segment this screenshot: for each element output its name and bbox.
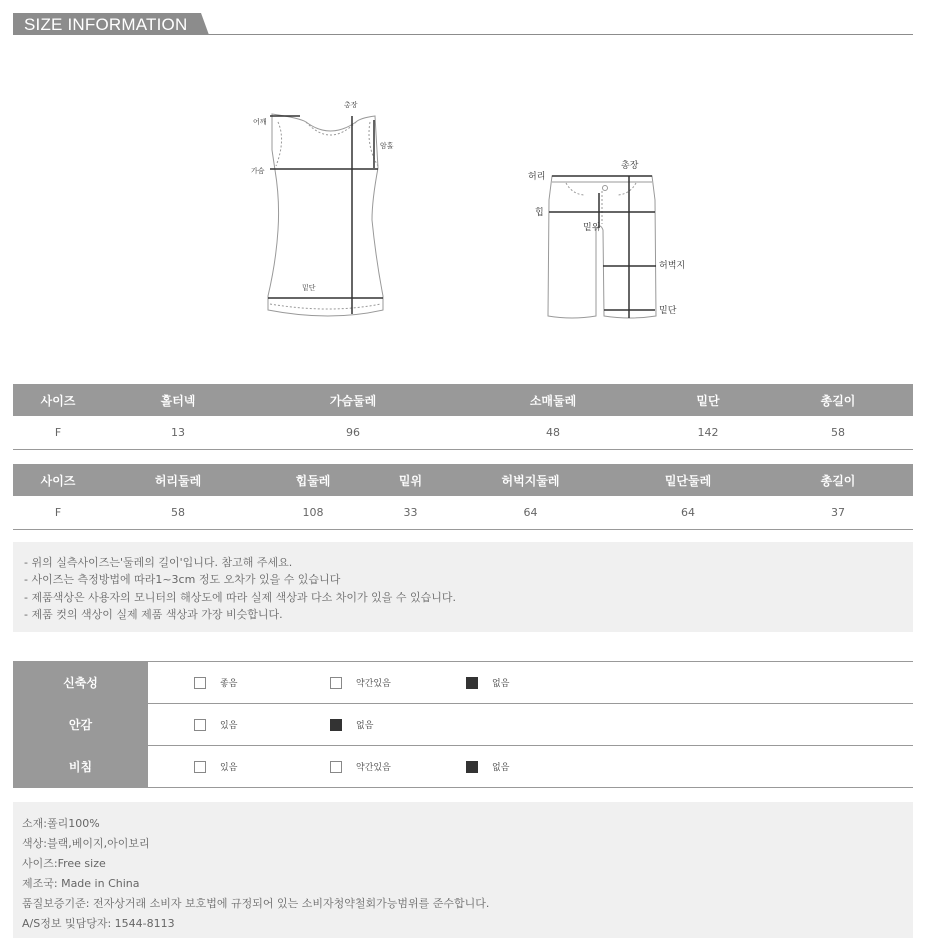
column-header: 가슴둘레 — [253, 384, 453, 416]
bottom-label-rise: 밑위 — [583, 223, 601, 233]
column-header: 소매둘레 — [453, 384, 653, 416]
option-label: 없음 — [356, 721, 374, 731]
attribute-row-sheer — [13, 746, 913, 788]
checkbox-empty — [330, 761, 342, 773]
table-cell: 33 — [373, 496, 448, 529]
table-cell: 142 — [653, 416, 763, 449]
top-hem-stitch — [270, 304, 381, 309]
table-cell: F — [13, 416, 103, 449]
column-header: 허벅지둘레 — [448, 464, 613, 496]
column-header: 밑위 — [373, 464, 448, 496]
section-title: SIZE INFORMATION — [24, 15, 188, 34]
table-cell: 13 — [103, 416, 253, 449]
option-label: 없음 — [492, 679, 510, 689]
option-slight — [330, 676, 391, 689]
checkbox-filled — [466, 761, 478, 773]
bottom-label-hem: 밑단 — [659, 306, 677, 316]
column-header: 사이즈 — [13, 384, 103, 416]
top-label-length: 총장 — [344, 101, 358, 109]
table-cell: 108 — [253, 496, 373, 529]
bottom-diagram — [548, 176, 656, 318]
product-specs-panel — [13, 802, 913, 938]
table-cell: 64 — [613, 496, 763, 529]
top-label-hem: 밑단 — [302, 284, 316, 292]
option-none — [466, 760, 509, 773]
top-size-table — [13, 384, 913, 450]
table-cell: 64 — [448, 496, 613, 529]
top-diagram — [268, 114, 383, 316]
top-outline — [268, 114, 383, 316]
option-label: 있음 — [220, 721, 238, 731]
option-label: 약간있음 — [356, 763, 391, 773]
option-slight — [330, 760, 391, 773]
column-header: 총길이 — [763, 464, 913, 496]
table-cell: 58 — [103, 496, 253, 529]
table-header-row — [13, 384, 913, 416]
bottom-label-thigh: 허벅지 — [659, 261, 686, 271]
table-row — [13, 496, 913, 529]
spec-material: 소재:폴리100% — [22, 817, 100, 830]
column-header: 밑단 — [653, 384, 763, 416]
note-line: - 사이즈는 측정방법에 따라1~3cm 정도 오차가 있을 수 있습니다 — [24, 573, 341, 587]
top-armhole-left — [276, 122, 282, 166]
option-none — [330, 718, 373, 731]
attribute-row-stretch — [13, 662, 913, 704]
option-none — [466, 676, 509, 689]
spec-as-contact: A/S정보 및담당자: 1544-8113 — [22, 917, 175, 930]
note-line: - 제품색상은 사용자의 모니터의 해상도에 따라 실제 색상과 다소 차이가 있을 수 있습니다. — [24, 590, 456, 604]
bottom-outline — [548, 176, 656, 318]
spec-origin: 제조국: Made in China — [22, 877, 140, 890]
table-cell: 48 — [453, 416, 653, 449]
attribute-label: 비침 — [13, 746, 148, 787]
attribute-row-lining — [13, 704, 913, 746]
option-label: 좋음 — [220, 679, 238, 689]
bottom-measure-lines — [549, 176, 656, 318]
bottom-size-table — [13, 464, 913, 530]
notes-panel — [13, 542, 913, 632]
option-label: 없음 — [492, 763, 510, 773]
bottom-label-hip: 힙 — [535, 208, 544, 218]
note-line: - 위의 실측사이즈는'둘레의 길이'입니다. 참고해 주세요. — [24, 556, 293, 569]
option-yes — [194, 760, 237, 773]
attribute-label: 안감 — [13, 704, 148, 745]
column-header: 밑단둘레 — [613, 464, 763, 496]
table-cell: F — [13, 496, 103, 529]
top-measure-lines — [268, 116, 383, 314]
top-neckline — [306, 122, 356, 135]
column-header: 홀터넥 — [103, 384, 253, 416]
column-header: 힙둘레 — [253, 464, 373, 496]
top-label-shoulder: 어깨 — [253, 118, 267, 126]
top-label-armhole: 암홀 — [380, 142, 394, 150]
option-label: 약간있음 — [356, 679, 391, 689]
bottom-label-length: 총장 — [621, 161, 639, 171]
checkbox-empty — [194, 761, 206, 773]
table-cell: 96 — [253, 416, 453, 449]
attributes-table — [13, 661, 913, 788]
table-cell: 37 — [763, 496, 913, 529]
table-cell: 58 — [763, 416, 913, 449]
note-line: - 제품 컷의 색상이 실제 제품 색상과 가장 비슷합니다. — [24, 607, 283, 621]
checkbox-filled — [330, 719, 342, 731]
option-label: 있음 — [220, 763, 238, 773]
checkbox-empty — [194, 677, 206, 689]
spec-color: 색상:블랙,베이지,아이보리 — [22, 837, 150, 850]
top-label-chest: 가슴 — [251, 167, 265, 175]
spec-size: 사이즈:Free size — [22, 857, 106, 870]
checkbox-empty — [194, 719, 206, 731]
column-header: 허리둘레 — [103, 464, 253, 496]
table-header-row — [13, 464, 913, 496]
option-yes — [194, 718, 237, 731]
table-row — [13, 416, 913, 449]
column-header: 사이즈 — [13, 464, 103, 496]
column-header: 총길이 — [763, 384, 913, 416]
option-good — [194, 676, 237, 689]
spec-warranty: 품질보증기준: 전자상거래 소비자 보호법에 규정되어 있는 소비자청약철회가능범위를 준수합니다. — [22, 897, 490, 910]
attribute-label: 신축성 — [13, 662, 148, 703]
checkbox-empty — [330, 677, 342, 689]
bottom-label-waist: 허리 — [528, 172, 546, 182]
checkbox-filled — [466, 677, 478, 689]
measurement-diagrams — [0, 0, 928, 360]
